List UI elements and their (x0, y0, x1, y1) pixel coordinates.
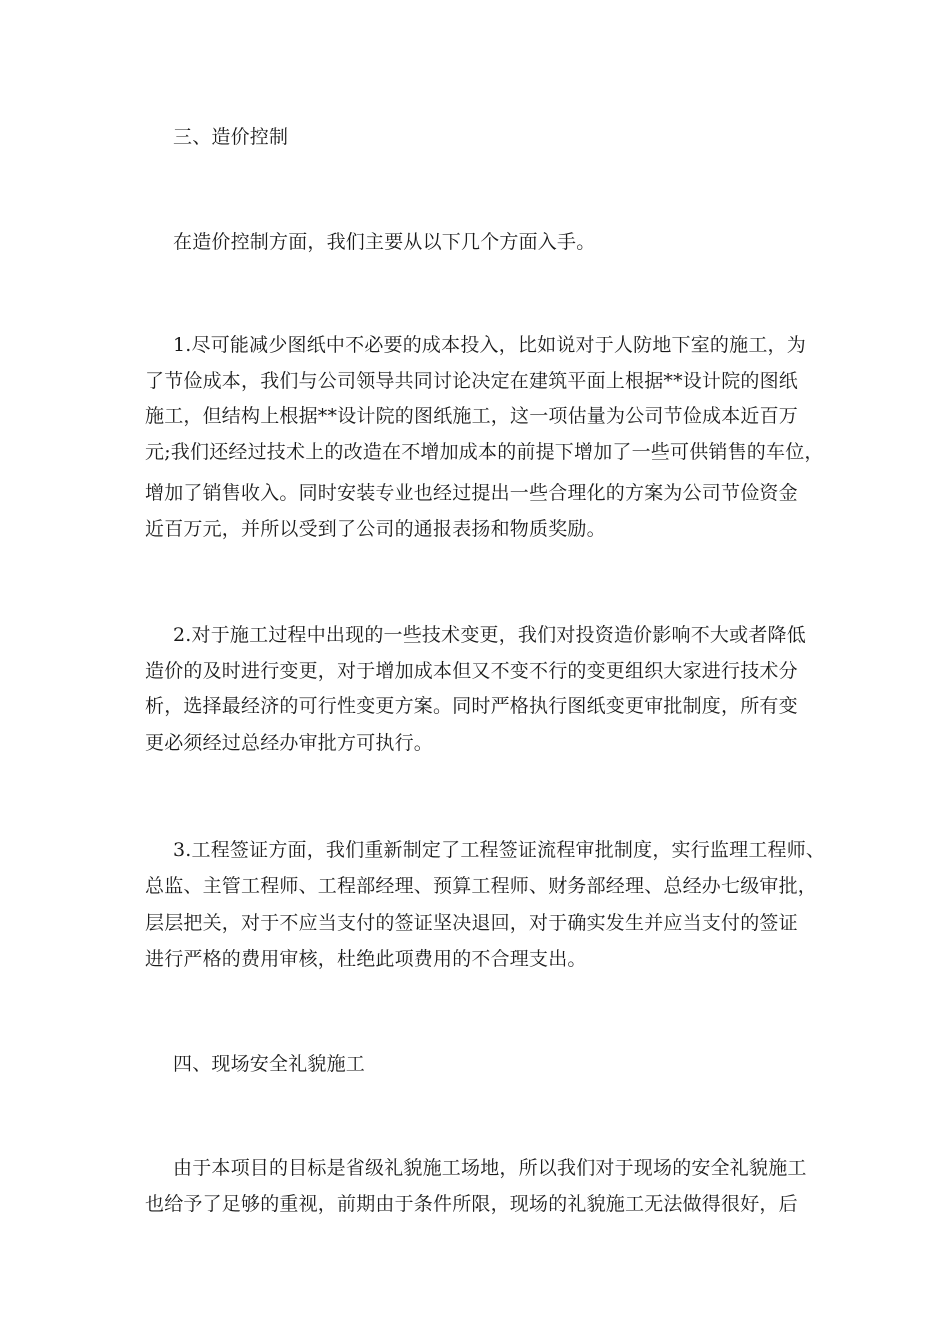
paragraph-line: 造价的及时进行变更，对于增加成本但又不变不行的变更组织大家进行技术分 (145, 660, 798, 682)
paragraph-line: 3.工程签证方面，我们重新制定了工程签证流程审批制度，实行监理工程师、 (173, 839, 826, 861)
paragraph-line: 由于本项目的目标是省级礼貌施工场地，所以我们对于现场的安全礼貌施工 (173, 1157, 807, 1179)
paragraph-line: 1.尽可能减少图纸中不必要的成本投入，比如说对于人防地下室的施工，为 (173, 334, 806, 356)
paragraph-line: 元;我们还经过技术上的改造在不增加成本的前提下增加了一些可供销售的车位， (145, 441, 824, 463)
section-intro: 在造价控制方面，我们主要从以下几个方面入手。 (173, 231, 596, 253)
paragraph-line: 2.对于施工过程中出现的一些技术变更，我们对投资造价影响不大或者降低 (173, 624, 806, 646)
section-heading-cost-control: 三、造价控制 (173, 126, 289, 148)
paragraph-line: 更必须经过总经办审批方可执行。 (145, 732, 434, 754)
paragraph-line: 总监、主管工程师、工程部经理、预算工程师、财务部经理、总经办七级审批， (145, 875, 818, 897)
paragraph-line: 施工，但结构上根据**设计院的图纸施工，这一项估量为公司节俭成本近百万 (145, 405, 799, 427)
section-heading-site-safety: 四、现场安全礼貌施工 (173, 1053, 366, 1075)
paragraph-line: 层层把关，对于不应当支付的签证坚决退回，对于确实发生并应当支付的签证 (145, 912, 798, 934)
paragraph-line: 析，选择最经济的可行性变更方案。同时严格执行图纸变更审批制度，所有变 (145, 695, 798, 717)
paragraph-line: 进行严格的费用审核，杜绝此项费用的不合理支出。 (145, 948, 587, 970)
paragraph-line: 了节俭成本，我们与公司领导共同讨论决定在建筑平面上根据**设计院的图纸 (145, 370, 799, 392)
paragraph-line: 增加了销售收入。同时安装专业也经过提出一些合理化的方案为公司节俭资金 (145, 482, 798, 504)
paragraph-line: 也给予了足够的重视，前期由于条件所限，现场的礼貌施工无法做得很好，后 (145, 1193, 798, 1215)
paragraph-line: 近百万元，并所以受到了公司的通报表扬和物质奖励。 (145, 518, 606, 540)
